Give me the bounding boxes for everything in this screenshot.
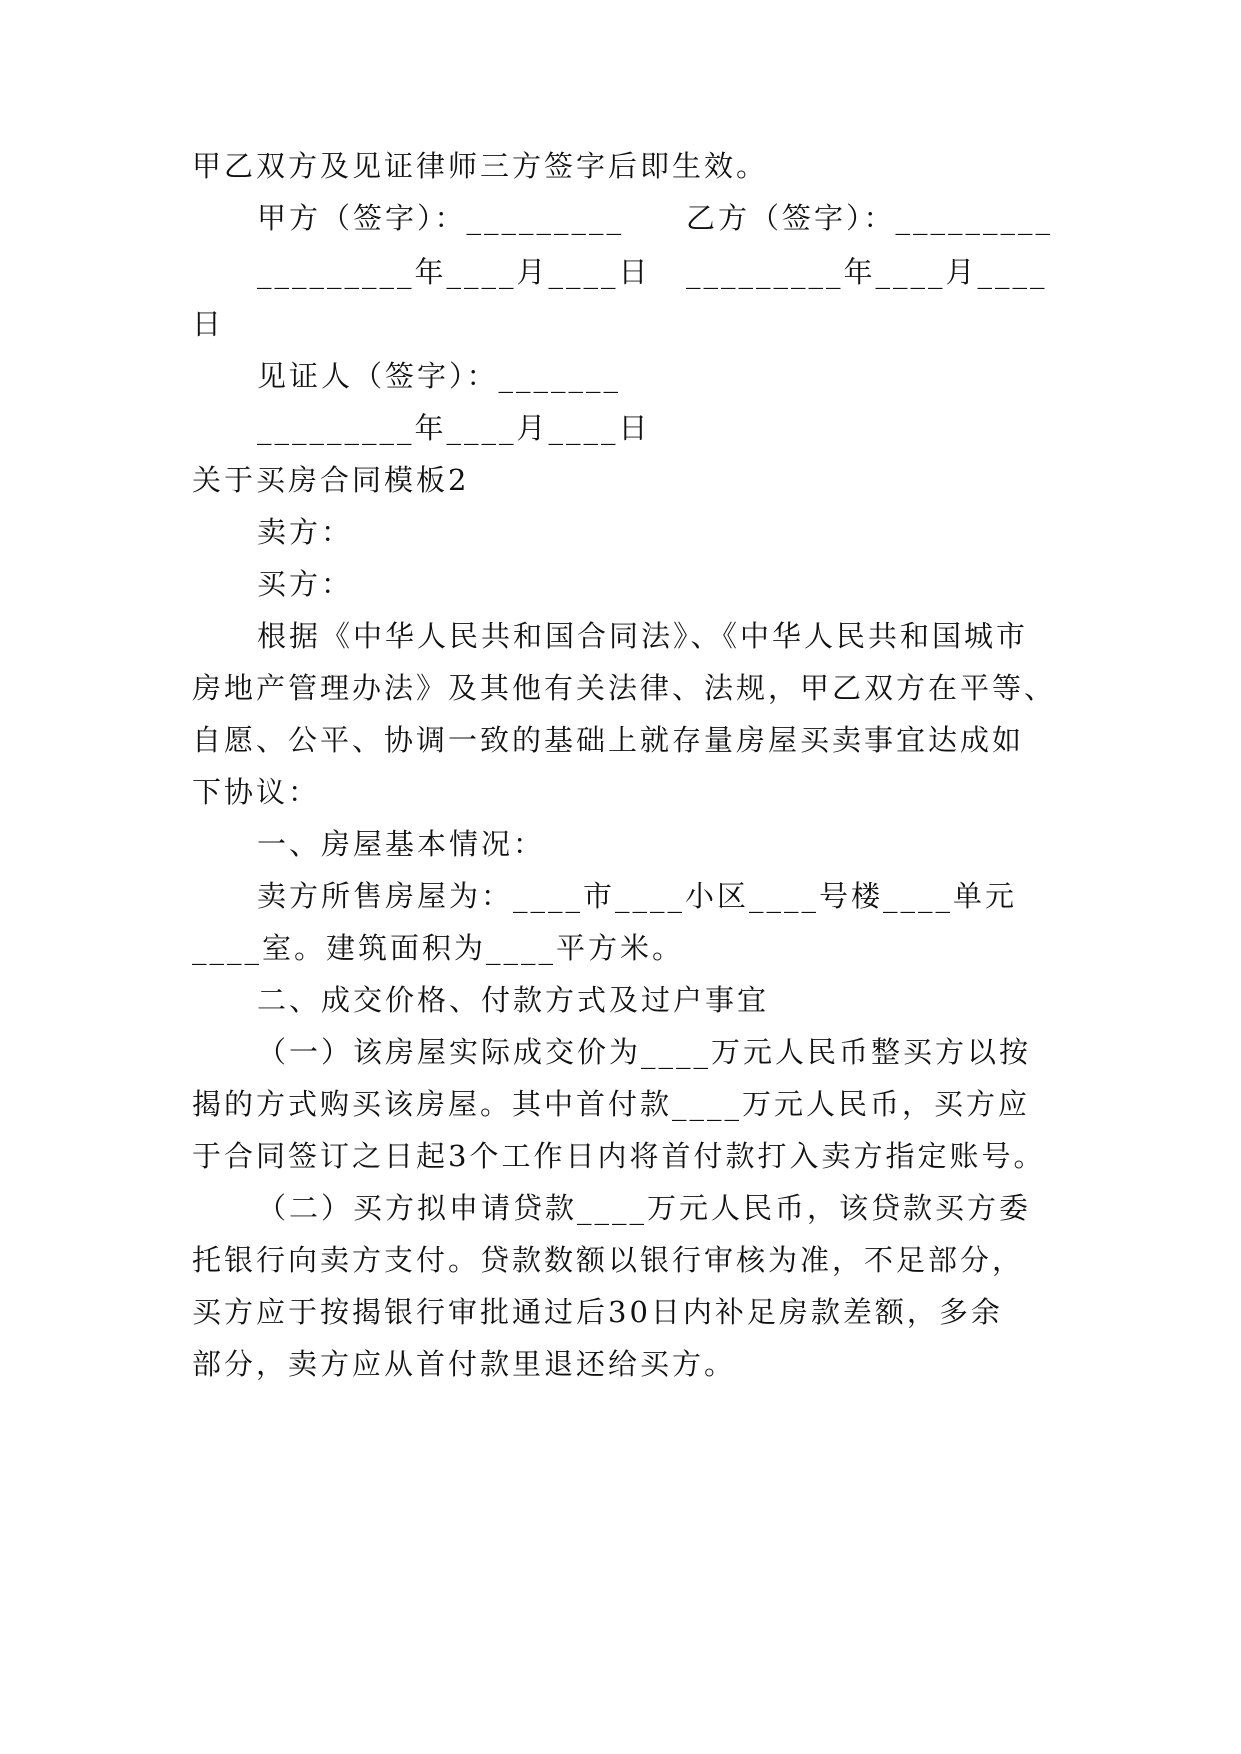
preamble-line: 根据《中华人民共和国合同法》、《中华人民共和国城市 — [257, 619, 1029, 653]
buyer-label: 买方： — [257, 567, 354, 601]
section-title: 关于买房合同模板2 — [192, 463, 470, 497]
heading-house-info: 一、房屋基本情况： — [257, 827, 546, 861]
clause-two-line: 部分，卖方应从首付款里退还给买方。 — [192, 1347, 737, 1381]
clause-two-line: 买方应于按揭银行审批通过后30日内补足房款差额，多余 — [192, 1295, 1003, 1329]
clause-one-line: 揭的方式购买该房屋。其中首付款____万元人民币，买方应 — [192, 1087, 1031, 1121]
preamble-line: 下协议： — [192, 775, 321, 809]
clause-one-line: （一）该房屋实际成交价为____万元人民币整买方以按 — [257, 1035, 1032, 1069]
witness-signature: 见证人（签字）：_______ — [257, 359, 622, 393]
heading-price-payment: 二、成交价格、付款方式及过户事宜 — [257, 983, 770, 1017]
party-b-signature: 乙方（签字）：_________ — [686, 201, 1054, 235]
seller-label: 卖方： — [257, 515, 354, 549]
preamble-line: 自愿、公平、协调一致的基础上就存量房屋买卖事宜达成如 — [192, 723, 1025, 757]
clause-two-line: （二）买方拟申请贷款____万元人民币，该贷款买方委 — [257, 1191, 1032, 1225]
party-b-date: _________年____月____ — [686, 255, 1048, 289]
clause-one-line: 于合同签订之日起3个工作日内将首付款打入卖方指定账号。 — [192, 1139, 1046, 1173]
clause-two-line: 托银行向卖方支付。贷款数额以银行审核为准，不足部分， — [192, 1243, 1025, 1277]
house-info-line: 卖方所售房屋为：____市____小区____号楼____单元 — [257, 879, 1018, 913]
house-info-line: ____室。建筑面积为____平方米。 — [192, 931, 685, 965]
effect-clause: 甲乙双方及见证律师三方签字后即生效。 — [192, 149, 769, 183]
party-a-signature: 甲方（签字）：_________ — [257, 201, 625, 235]
witness-date: _________年____月____日 — [257, 411, 651, 445]
party-b-date-tail: 日 — [192, 307, 225, 341]
party-a-date: _________年____月____日 — [257, 255, 651, 289]
preamble-line: 房地产管理办法》及其他有关法律、法规，甲乙双方在平等、 — [192, 671, 1057, 705]
